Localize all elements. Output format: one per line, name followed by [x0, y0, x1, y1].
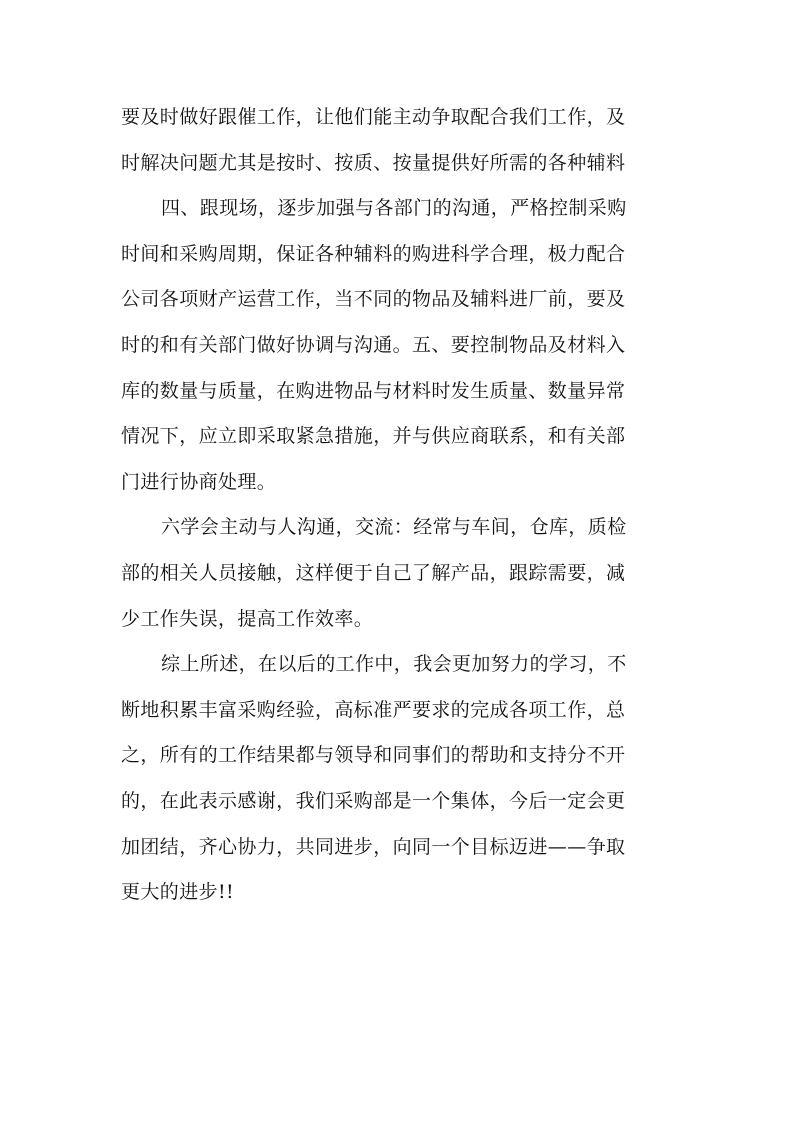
text-line: 综上所述，在以后的工作中，我会更加努力的学习，不: [161, 653, 627, 676]
text-line: 加团结，齐心协力，共同进步，向同一个目标迈进——争取: [121, 835, 626, 858]
text-line: 时间和采购周期，保证各种辅料的购进科学合理，极力配合: [121, 242, 626, 265]
text-line: 库的数量与质量，在购进物品与材料时发生质量、数量异常: [121, 379, 626, 402]
text-line: 少工作失误，提高工作效率。: [121, 607, 374, 630]
text-line: 情况下，应立即采取紧急措施，并与供应商联系，和有关部: [121, 425, 626, 448]
paragraph-onsite-communication: [121, 186, 673, 505]
text-line: 的，在此表示感谢，我们采购部是一个集体，今后一定会更: [121, 789, 626, 812]
paragraph-summary: [121, 642, 673, 916]
text-line: 更大的进步!!: [121, 881, 235, 904]
text-line: 时解决问题尤其是按时、按质、按量提供好所需的各种辅料: [121, 151, 626, 174]
paragraph-followup: [121, 95, 673, 186]
text-line: 六学会主动与人沟通，交流：经常与车间，仓库，质检: [161, 516, 627, 539]
document-body: [121, 95, 673, 916]
paragraph-communication: [121, 505, 673, 642]
text-line: 门进行协商处理。: [121, 470, 277, 493]
text-line: 公司各项财产运营工作，当不同的物品及辅料进厂前，要及: [121, 288, 626, 311]
text-line: 时的和有关部门做好协调与沟通。五、要控制物品及材料入: [121, 333, 626, 356]
text-line: 之，所有的工作结果都与领导和同事们的帮助和支持分不开: [121, 744, 626, 767]
text-line: 部的相关人员接触，这样便于自己了解产品，跟踪需要，减: [121, 561, 626, 584]
text-line: 四、跟现场，逐步加强与各部门的沟通，严格控制采购: [161, 197, 627, 220]
text-line: 要及时做好跟催工作，让他们能主动争取配合我们工作，及: [121, 106, 626, 128]
text-line: 断地积累丰富采购经验，高标准严要求的完成各项工作，总: [121, 698, 626, 721]
